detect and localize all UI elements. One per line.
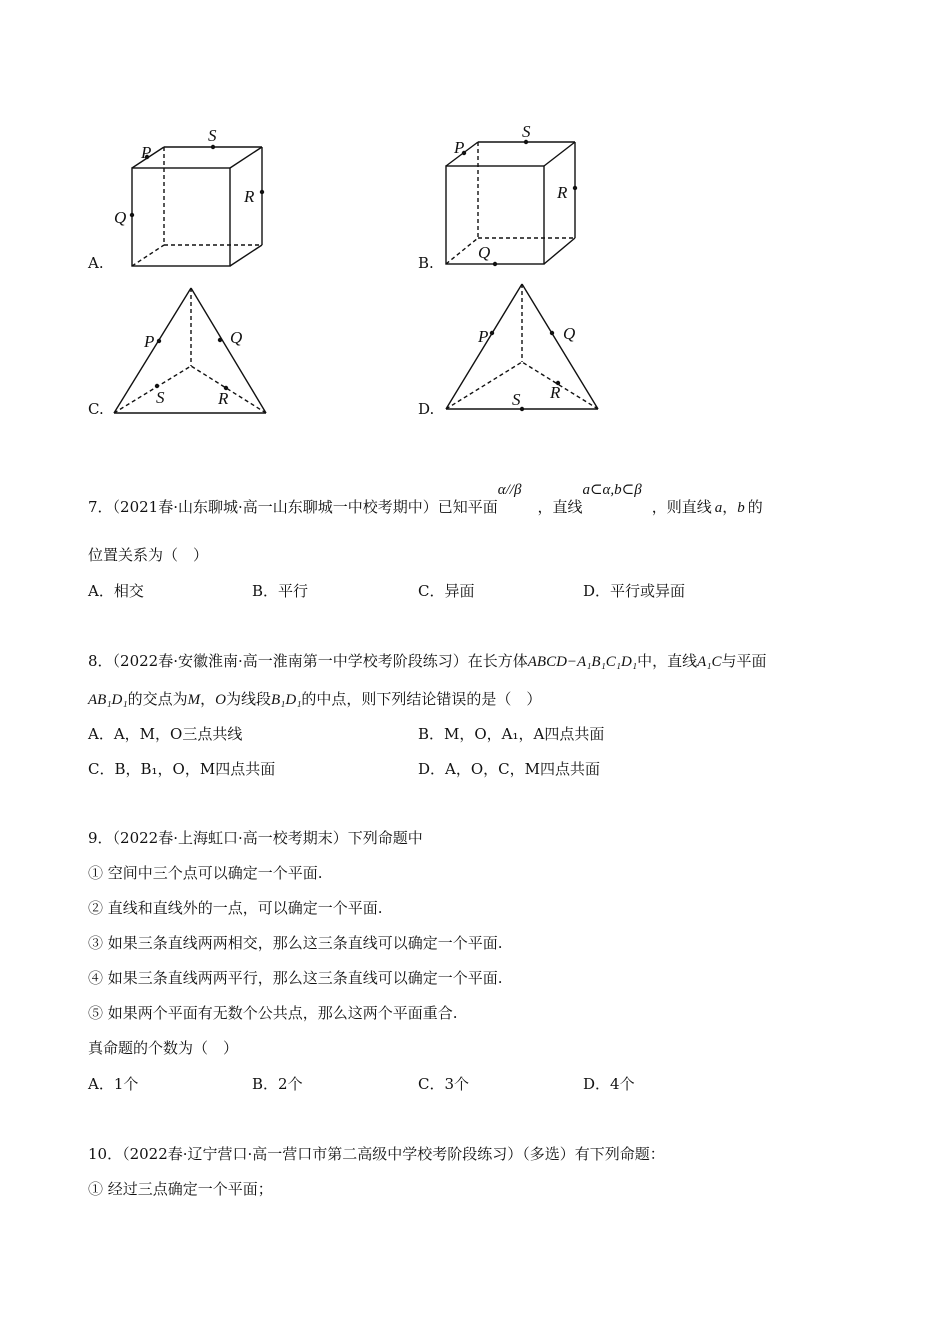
point-s-label: S xyxy=(512,390,521,409)
q7-prefix: 7．（2021春·山东聊城·高一山东聊城一中校考期中）已知平面 xyxy=(88,498,498,516)
point-s-label: S xyxy=(208,126,217,145)
q9-title: 9．（2022春·上海虹口·高一校考期末）下列命题中 xyxy=(88,829,423,847)
point-q-label: Q xyxy=(230,328,243,347)
figure-b xyxy=(420,118,620,278)
q7-option-a: A．相交 xyxy=(88,582,144,600)
q7-mid: ，直线 xyxy=(537,498,583,516)
q8-sep: ， xyxy=(200,690,216,708)
point-q-label: Q xyxy=(563,324,576,343)
q7-comma: ， xyxy=(722,498,738,516)
q8-line1-pre: 8．（2022春·安徽淮南·高一淮南第一中学校考阶段练习）在长方体 xyxy=(88,652,528,670)
point-r-label: R xyxy=(244,187,255,206)
q9-item-1: ① 空间中三个点可以确定一个平面. xyxy=(88,864,323,882)
point-p-label: P xyxy=(144,332,155,351)
q7-line2: 位置关系为（ ） xyxy=(88,546,209,564)
option-label-a: A. xyxy=(88,254,104,272)
point-r-label: R xyxy=(218,389,229,408)
q7-var-a: a xyxy=(714,500,723,516)
q8-option-b: B．M，O，A₁，A四点共面 xyxy=(418,725,605,743)
point-p-label: P xyxy=(454,138,465,157)
q9-item-3: ③ 如果三条直线两两相交，那么这三条直线可以确定一个平面. xyxy=(88,934,503,952)
q8-option-a: A．A，M，O三点共线 xyxy=(88,725,243,743)
q9-item-4: ④ 如果三条直线两两平行，那么这三条直线可以确定一个平面. xyxy=(88,969,503,987)
point-r-label: R xyxy=(557,183,568,202)
q8-box-name: ABCD−A₁B₁C₁D₁ xyxy=(527,654,638,670)
point-r-label: R xyxy=(550,383,561,402)
q8-line1 xyxy=(88,650,767,671)
q9-item-2: ② 直线和直线外的一点，可以确定一个平面. xyxy=(88,899,383,917)
option-label-d: D. xyxy=(418,400,435,418)
q9-option-b: B．2个 xyxy=(252,1075,303,1093)
q8-line2-b: 为线段 xyxy=(225,690,271,708)
tetrahedron-diagram-d xyxy=(430,276,610,420)
q7-option-d: D．平行或异面 xyxy=(583,582,686,600)
q8-option-d: D．A，O，C，M四点共面 xyxy=(418,760,600,778)
q9-option-c: C．3个 xyxy=(418,1075,470,1093)
q7-end: 的 xyxy=(747,498,763,516)
q7-math-subset: a⊂α,b⊂β xyxy=(582,482,642,498)
point-s-label: S xyxy=(522,122,531,141)
point-s-label: S xyxy=(156,388,165,407)
option-label-b: B. xyxy=(418,254,434,272)
figure-c xyxy=(100,280,280,420)
q8-plane-name: AB₁D₁ xyxy=(88,692,128,708)
q7-var-b: b xyxy=(737,500,745,516)
q7-math-parallel: α//β xyxy=(497,482,522,498)
point-p-label: P xyxy=(141,143,152,162)
q9-item-5: ⑤ 如果两个平面有无数个公共点，那么这两个平面重合. xyxy=(88,1004,458,1022)
q8-segment: B₁D₁ xyxy=(270,692,302,708)
point-q-label: Q xyxy=(114,208,127,227)
q8-option-c: C．B，B₁，O，M四点共面 xyxy=(88,760,276,778)
q8-line1-mid: 中，直线 xyxy=(637,652,698,670)
point-q-label: Q xyxy=(478,243,491,262)
tetrahedron-diagram-c xyxy=(100,280,280,420)
q9-option-d: D．4个 xyxy=(583,1075,635,1093)
cube-diagram-a xyxy=(80,120,280,280)
q8-line2 xyxy=(88,688,541,709)
figure-a xyxy=(80,120,280,280)
q7-suffix: ，则直线 xyxy=(651,498,712,516)
q7-option-c: C．异面 xyxy=(418,582,475,600)
cube-diagram-b xyxy=(420,118,620,278)
q8-line1-post: 与平面 xyxy=(721,652,767,670)
q10-title: 10．（2022春·辽宁营口·高一营口市第二高级中学校考阶段练习）（多选）有下列命题： xyxy=(88,1145,665,1163)
figure-d xyxy=(430,276,610,420)
q8-point-m: M xyxy=(187,692,201,708)
option-label-c: C. xyxy=(88,400,104,418)
q8-line2-c: 的中点，则下列结论错误的是（ ） xyxy=(301,690,542,708)
q9-option-a: A．1个 xyxy=(88,1075,139,1093)
q8-line2-a: 的交点为 xyxy=(127,690,188,708)
q10-item-1: ① 经过三点确定一个平面； xyxy=(88,1180,273,1198)
q8-point-o: O xyxy=(215,692,226,708)
q9-ask: 真命题的个数为（ ） xyxy=(88,1039,239,1057)
q8-line-name: A₁C xyxy=(697,654,722,670)
q7-line1 xyxy=(88,482,763,517)
point-p-label: P xyxy=(478,327,489,346)
q7-option-b: B．平行 xyxy=(252,582,309,600)
